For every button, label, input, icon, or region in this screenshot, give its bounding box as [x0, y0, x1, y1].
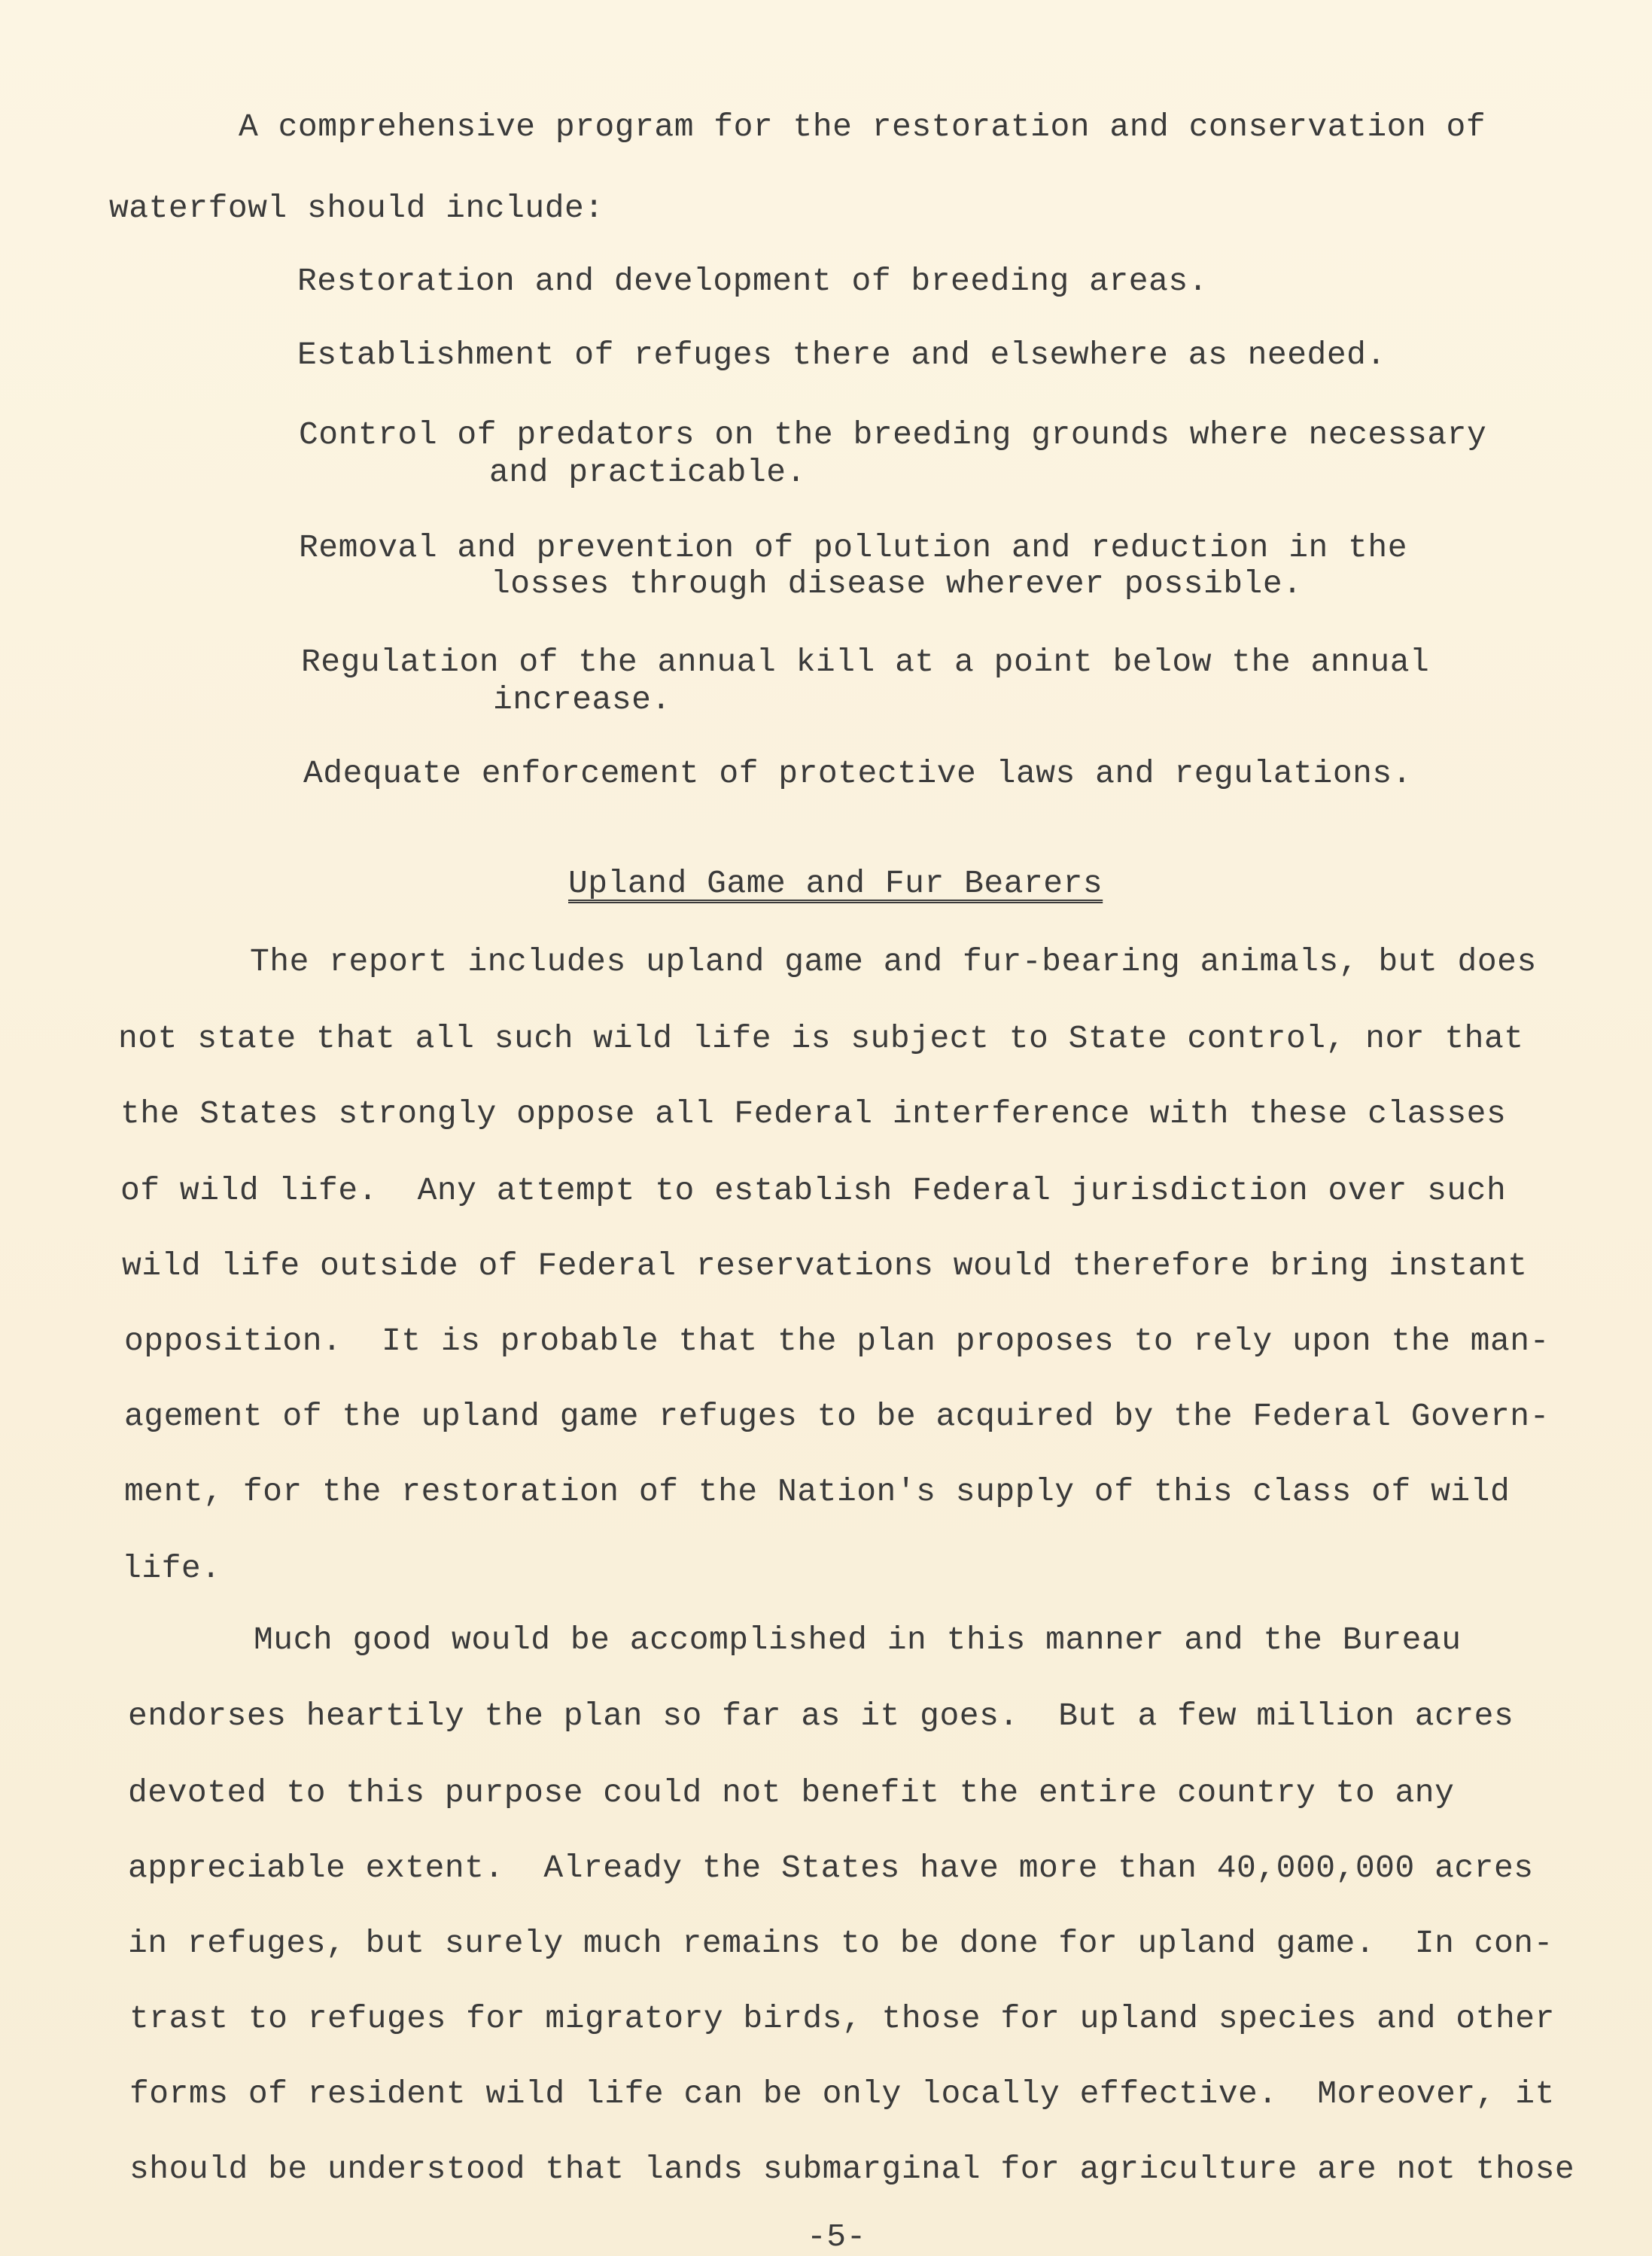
program-item-2: Establishment of refuges there and elsewhere as needed. — [297, 336, 1386, 373]
paragraph-2-line-6: trast to refuges for migratory birds, those for upland species and other — [129, 2000, 1555, 2037]
program-item-6: Adequate enforcement of protective laws and regulations. — [303, 755, 1413, 792]
paragraph-1-line-6: opposition. It is probable that the plan proposes to rely upon the man- — [124, 1323, 1550, 1359]
paragraph-2-line-2: endorses heartily the plan so far as it goes. But a few million acres — [128, 1697, 1514, 1734]
program-item-4-line-1: Removal and prevention of pollution and reduction in the — [299, 529, 1408, 566]
paragraph-1-line-5: wild life outside of Federal reservations would therefore bring instant — [122, 1247, 1528, 1284]
program-item-3-line-2: and practicable. — [489, 454, 806, 491]
paragraph-1-line-9: life. — [122, 1550, 221, 1587]
paragraph-1-line-4: of wild life. Any attempt to establish Federal jurisdiction over such — [120, 1172, 1507, 1209]
paragraph-2-line-3: devoted to this purpose could not benefit the entire country to any — [128, 1774, 1455, 1811]
paragraph-1-line-1: The report includes upland game and fur-bearing animals, but does — [250, 943, 1537, 980]
page-number: -5- — [807, 2218, 866, 2255]
paragraph-1-line-3: the States strongly oppose all Federal interference with these classes — [120, 1095, 1507, 1132]
paragraph-1-line-7: agement of the upland game refuges to be acquired by the Federal Govern- — [124, 1398, 1550, 1435]
paragraph-2-line-8: should be understood that lands submarginal for agriculture are not those — [129, 2151, 1575, 2187]
paragraph-1-line-8: ment, for the restoration of the Nation's supply of this class of wild — [124, 1473, 1511, 1510]
program-item-5-line-2: increase. — [493, 681, 671, 718]
intro-line-1: A comprehensive program for the restoration and conservation of — [239, 108, 1486, 145]
paragraph-2-line-4: appreciable extent. Already the States have more than 40,000,000 acres — [128, 1850, 1534, 1886]
paragraph-2-line-1: Much good would be accomplished in this manner and the Bureau — [254, 1621, 1462, 1658]
program-item-3-line-1: Control of predators on the breeding grounds where necessary — [299, 416, 1487, 453]
program-item-1: Restoration and development of breeding areas. — [297, 263, 1208, 300]
paragraph-1-line-2: not state that all such wild life is subject to State control, nor that — [118, 1020, 1524, 1057]
program-item-5-line-1: Regulation of the annual kill at a point below the annual — [301, 644, 1430, 680]
intro-line-2: waterfowl should include: — [109, 190, 604, 227]
program-item-4-line-2: losses through disease wherever possible. — [491, 565, 1303, 602]
section-heading: Upland Game and Fur Bearers — [568, 865, 1103, 902]
paragraph-2-line-5: in refuges, but surely much remains to be done for upland game. In con- — [128, 1925, 1553, 1962]
paragraph-2-line-7: forms of resident wild life can be only locally effective. Moreover, it — [129, 2075, 1555, 2112]
